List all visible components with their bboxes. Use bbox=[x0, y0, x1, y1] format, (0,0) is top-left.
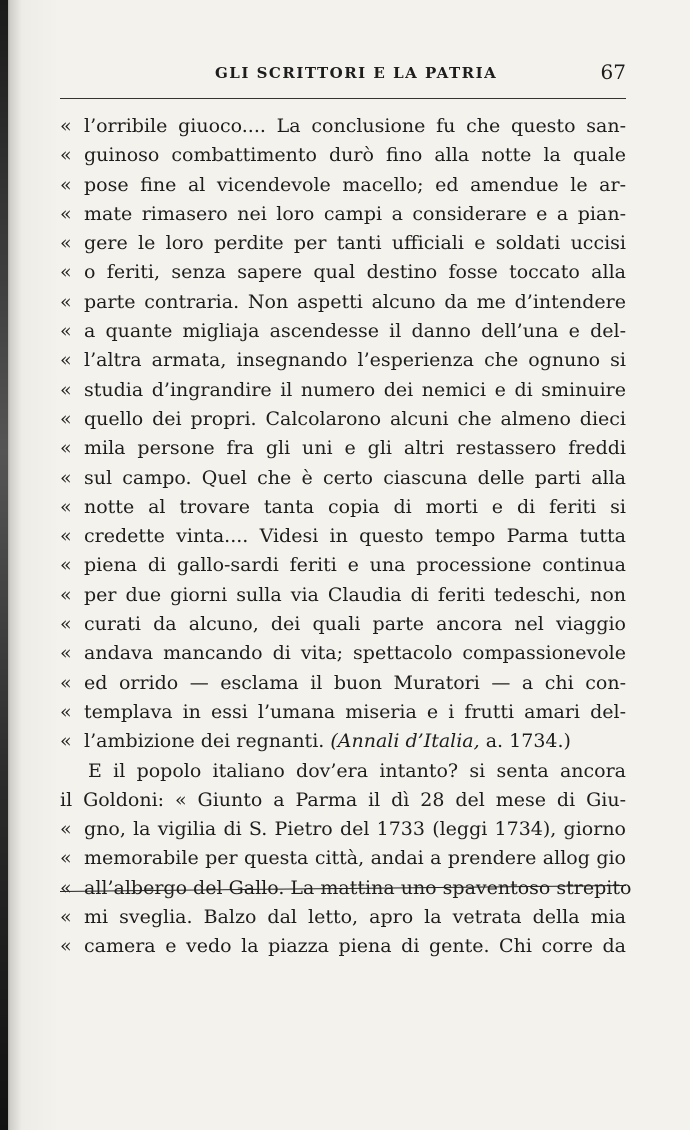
line-text: mi sveglia. Balzo dal letto, apro la vetrata della mia bbox=[84, 906, 626, 929]
book-spine-shadow bbox=[0, 0, 8, 1130]
header-rule bbox=[60, 98, 626, 99]
quote-mark: « bbox=[60, 847, 72, 870]
line-text: parte contraria. Non aspetti alcuno da me d’intendere bbox=[84, 290, 626, 313]
quote-mark: « bbox=[60, 202, 72, 225]
text-line bbox=[60, 610, 626, 639]
quote-mark: « bbox=[60, 261, 72, 284]
quote-mark: « bbox=[60, 290, 72, 313]
line-text: il Goldoni: « Giunto a Parma il dì 28 del mese di Giu- bbox=[60, 788, 626, 811]
text-line bbox=[60, 932, 626, 961]
quote-mark: « bbox=[60, 495, 72, 518]
quote-mark: « bbox=[60, 349, 72, 372]
text-line bbox=[60, 171, 626, 200]
text-line bbox=[60, 376, 626, 405]
text-line bbox=[60, 200, 626, 229]
line-text: notte al trovare tanta copia di morti e di feriti si bbox=[84, 495, 626, 518]
line-text: all’albergo del Gallo. La mattina uno spaventoso strepito bbox=[84, 876, 632, 899]
text-line bbox=[60, 317, 626, 346]
quote-mark: « bbox=[60, 466, 72, 489]
line-text: studia d’ingrandire il numero dei nemici e di sminuire bbox=[84, 378, 626, 401]
quote-mark: « bbox=[60, 730, 72, 753]
quote-mark: « bbox=[60, 554, 72, 577]
text-line bbox=[60, 346, 626, 375]
text-line bbox=[60, 903, 626, 932]
body-text bbox=[60, 112, 632, 962]
citation-title: (Annali d’Italia, bbox=[330, 730, 480, 753]
text-line bbox=[60, 288, 626, 317]
line-text: templava in essi l’umana miseria e i frutti amari del- bbox=[84, 700, 626, 723]
quote-mark: « bbox=[60, 935, 72, 958]
line-text: E il popolo italiano dov’era intanto? si senta ancora bbox=[88, 759, 626, 782]
text-line bbox=[60, 464, 626, 493]
text-line bbox=[60, 581, 626, 610]
line-text: sul campo. Quel che è certo ciascuna delle parti alla bbox=[84, 466, 626, 489]
line-text: l’altra armata, insegnando l’esperienza che ognuno si bbox=[84, 349, 626, 372]
text-line bbox=[60, 844, 626, 873]
line-text: o feriti, senza sapere qual destino fosse toccato alla bbox=[84, 261, 626, 284]
text-line bbox=[60, 258, 626, 287]
line-text: a quante migliaja ascendesse il danno dell’una e del- bbox=[84, 320, 626, 343]
text-line bbox=[60, 815, 626, 844]
line-text: gere le loro perdite per tanti ufficiali e soldati uccisi bbox=[84, 232, 626, 255]
text-line bbox=[60, 727, 626, 756]
line-text: memorabile per questa città, andai a prendere allog gio bbox=[84, 847, 626, 870]
quote-mark: « bbox=[60, 232, 72, 255]
citation-year: a. 1734.) bbox=[485, 730, 571, 753]
page-header bbox=[60, 58, 626, 90]
line-text: quello dei propri. Calcolarono alcuni che almeno dieci bbox=[84, 407, 626, 430]
text-line bbox=[60, 229, 626, 258]
text-line bbox=[60, 551, 626, 580]
line-text: mila persone fra gli uni e gli altri restassero freddi bbox=[84, 437, 626, 460]
text-line bbox=[60, 757, 626, 786]
text-line bbox=[60, 698, 626, 727]
line-text: l’orribile giuoco.... La conclusione fu che questo san- bbox=[84, 115, 626, 137]
quote-mark: « bbox=[60, 583, 72, 606]
text-line bbox=[60, 639, 626, 668]
quote-mark: « bbox=[60, 320, 72, 343]
quote-mark: « bbox=[60, 906, 72, 929]
quote-mark: « bbox=[60, 378, 72, 401]
text-line bbox=[60, 141, 626, 170]
line-text: per due giorni sulla via Claudia di feriti tedeschi, non bbox=[84, 583, 626, 606]
text-line bbox=[60, 522, 626, 551]
line-text: curati da alcuno, dei quali parte ancora nel viaggio bbox=[84, 613, 626, 636]
text-line bbox=[60, 434, 626, 463]
text-line bbox=[60, 112, 626, 141]
text-line bbox=[60, 786, 626, 815]
quote-mark: « bbox=[60, 876, 72, 899]
line-text: mate rimasero nei loro campi a considerare e a pian- bbox=[84, 202, 626, 225]
quote-mark: « bbox=[60, 144, 72, 167]
quote-mark: « bbox=[60, 407, 72, 430]
quote-mark: « bbox=[60, 525, 72, 548]
line-text: pose fine al vicendevole macello; ed amendue le ar- bbox=[84, 173, 626, 196]
line-text: l’ambizione dei regnanti. bbox=[84, 730, 325, 753]
text-line bbox=[60, 405, 626, 434]
text-line bbox=[60, 493, 626, 522]
quote-mark: « bbox=[60, 642, 72, 665]
line-text: piena di gallo-sardi feriti e una processione continua bbox=[84, 554, 626, 577]
running-title: GLI SCRITTORI E LA PATRIA bbox=[215, 64, 498, 82]
quote-mark: « bbox=[60, 173, 72, 196]
line-text: andava mancando di vita; spettacolo compassionevole bbox=[84, 642, 626, 665]
quote-mark: « bbox=[60, 115, 72, 137]
quote-mark: « bbox=[60, 818, 72, 841]
line-text: camera e vedo la piazza piena di gente. Chi corre da bbox=[84, 935, 626, 958]
quote-mark: « bbox=[60, 613, 72, 636]
line-text: guinoso combattimento durò fino alla notte la quale bbox=[84, 144, 626, 167]
page-number: 67 bbox=[600, 60, 626, 84]
line-text: credette vinta.... Videsi in questo tempo Parma tutta bbox=[84, 525, 626, 548]
line-text: gno, la vigilia di S. Pietro del 1733 (leggi 1734), giorno bbox=[84, 818, 626, 841]
text-line bbox=[60, 669, 626, 698]
quote-mark: « bbox=[60, 700, 72, 723]
quote-mark: « bbox=[60, 671, 72, 694]
line-text: ed orrido — esclama il buon Muratori — a chi con- bbox=[84, 671, 626, 694]
quote-mark: « bbox=[60, 437, 72, 460]
